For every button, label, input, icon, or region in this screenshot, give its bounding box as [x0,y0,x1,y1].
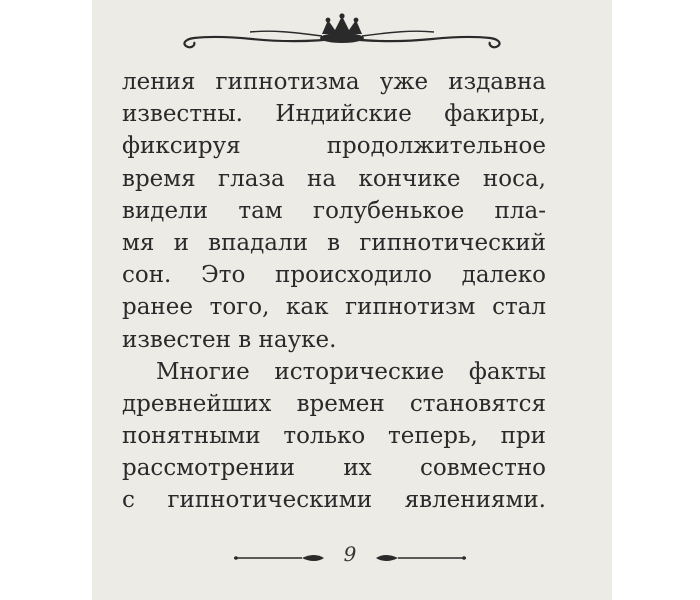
text-line: Многие исторические факты [156,358,546,385]
text-line: известен в науке. [122,326,337,353]
body-text [122,66,546,517]
text-line: понятными только теперь, при [122,423,546,450]
text-line: видели там голубенькое пла- [122,197,546,224]
text-line: рассмотрении их совместно [122,455,546,482]
text-line: фиксируя продолжительное [122,133,546,160]
text-line: ления гипнотизма уже издавна [122,69,546,95]
text-line: ранее того, как гипнотизм стал [122,294,546,321]
crown-scroll-ornament-icon [172,12,512,52]
text-line: сон. Это происходило далеко [122,262,546,289]
text-line: известны. Индийские факиры, [122,101,546,128]
page-number: 9 [343,542,357,566]
text-line: с гипнотическими явлениями. [122,487,546,514]
text-line: мя и впадали в гипнотический [122,229,546,256]
text-line: время глаза на кончике носа, [122,165,546,192]
text-line: древнейших времен становятся [122,390,546,417]
page-footer [232,542,468,572]
right-scroll-ornament-icon [372,552,468,564]
left-scroll-ornament-icon [232,552,328,564]
